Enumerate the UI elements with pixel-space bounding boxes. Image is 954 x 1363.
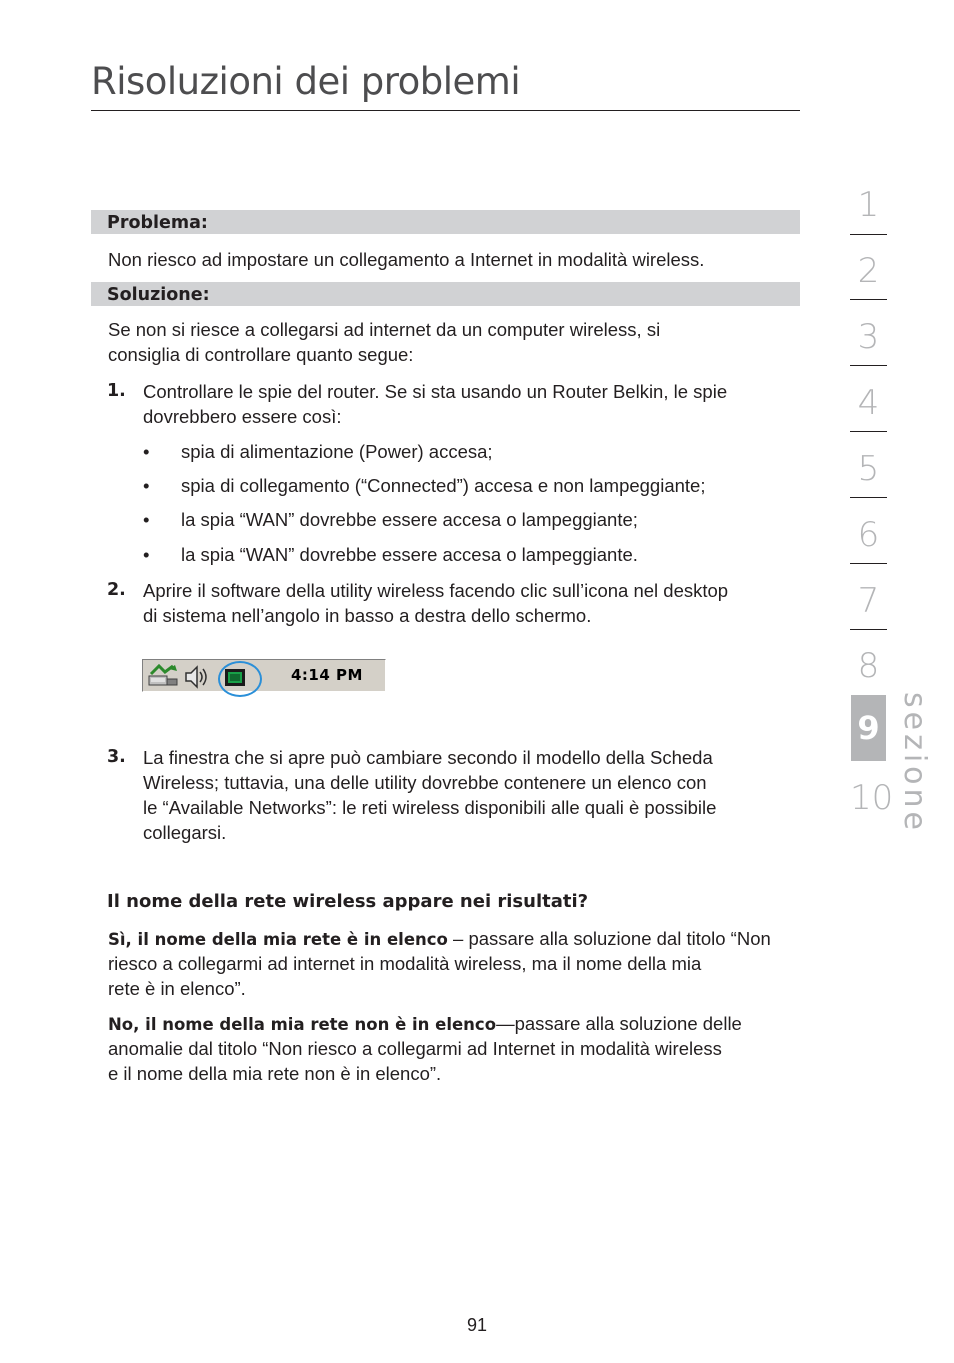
solution-intro-line-2: consiglia di controllare quanto segue: bbox=[108, 344, 414, 365]
bullet-item: la spia “WAN” dovrebbe essere accesa o lampeggiante; bbox=[181, 509, 638, 530]
section-number-3[interactable]: 3 bbox=[857, 317, 880, 357]
answer-no-line-3: e il nome della mia rete non è in elenco”. bbox=[108, 1063, 442, 1084]
bullet-marker: • bbox=[143, 544, 150, 565]
section-number-8[interactable]: 8 bbox=[857, 646, 880, 686]
section-divider bbox=[850, 629, 887, 630]
step-1-line-1: Controllare le spie del router. Se si sta usando un Router Belkin, le spie bbox=[143, 381, 728, 402]
step-number: 1. bbox=[107, 381, 126, 401]
step-2-line-2: di sistema nell’angolo in basso a destra dello schermo. bbox=[143, 605, 592, 626]
network-icon bbox=[147, 663, 181, 694]
step-1-line-2: dovrebbero essere così: bbox=[143, 406, 342, 427]
step-number: 2. bbox=[107, 580, 126, 600]
answer-no-lead: No, il nome della mia rete non è in elenco bbox=[108, 1015, 497, 1034]
section-number-7[interactable]: 7 bbox=[857, 581, 880, 621]
speaker-icon bbox=[183, 664, 209, 695]
step-3-line-4: collegarsi. bbox=[143, 822, 227, 843]
section-number-4[interactable]: 4 bbox=[857, 383, 880, 423]
section-number-9-active[interactable]: 9 bbox=[857, 709, 880, 747]
page-number: 91 bbox=[466, 1315, 488, 1335]
section-divider bbox=[850, 563, 887, 564]
section-divider bbox=[850, 234, 887, 235]
system-tray-screenshot bbox=[142, 659, 386, 692]
section-label: sezione bbox=[897, 692, 932, 834]
icon-highlight-circle bbox=[218, 661, 262, 697]
question-heading: Il nome della rete wireless appare nei risultati? bbox=[107, 891, 589, 912]
bullet-item: spia di alimentazione (Power) accesa; bbox=[181, 441, 493, 462]
bullet-marker: • bbox=[143, 475, 150, 496]
clock-time: 4:14 PM bbox=[291, 666, 363, 684]
step-number: 3. bbox=[107, 747, 126, 767]
section-number-10[interactable]: 10 bbox=[850, 778, 894, 818]
bullet-marker: • bbox=[143, 509, 150, 530]
section-divider bbox=[850, 299, 887, 300]
section-divider bbox=[850, 497, 887, 498]
bullet-marker: • bbox=[143, 441, 150, 462]
solution-label: Soluzione: bbox=[91, 282, 800, 306]
answer-no-line-1 bbox=[108, 1011, 742, 1037]
bullet-item: spia di collegamento (“Connected”) accesa e non lampeggiante; bbox=[181, 475, 706, 496]
section-divider bbox=[850, 365, 887, 366]
solution-intro-line-1: Se non si riesce a collegarsi ad internet da un computer wireless, si bbox=[108, 319, 661, 340]
step-3-line-3: le “Available Networks”: le reti wireless disponibili alle quali è possibile bbox=[143, 797, 717, 818]
section-number-2[interactable]: 2 bbox=[857, 251, 880, 291]
section-number-6[interactable]: 6 bbox=[857, 515, 880, 555]
step-3-line-2: Wireless; tuttavia, una delle utility dovrebbe contenere un elenco con bbox=[143, 772, 707, 793]
answer-no-text: —passare alla soluzione delle bbox=[496, 1013, 742, 1034]
section-number-5[interactable]: 5 bbox=[857, 449, 880, 489]
section-divider bbox=[850, 431, 887, 432]
answer-no-line-2: anomalie dal titolo “Non riesco a collegarmi ad Internet in modalità wireless bbox=[108, 1038, 722, 1059]
step-2-line-1: Aprire il software della utility wireless facendo clic sull’icona nel desktop bbox=[143, 580, 729, 601]
answer-yes-text: – passare alla soluzione dal titolo “Non bbox=[447, 928, 771, 949]
answer-yes-line-1 bbox=[108, 926, 771, 952]
step-3-line-1: La finestra che si apre può cambiare secondo il modello della Scheda bbox=[143, 747, 713, 768]
problem-text: Non riesco ad impostare un collegamento a Internet in modalità wireless. bbox=[108, 249, 705, 270]
section-number-1[interactable]: 1 bbox=[857, 185, 880, 225]
answer-yes-lead: Sì, il nome della mia rete è in elenco bbox=[108, 930, 448, 949]
answer-yes-line-2: riesco a collegarmi ad internet in modalità wireless, ma il nome della mia bbox=[108, 953, 702, 974]
title-divider bbox=[91, 110, 800, 111]
answer-yes-line-3: rete è in elenco”. bbox=[108, 978, 246, 999]
problem-label: Problema: bbox=[91, 210, 800, 234]
page-title: Risoluzioni dei problemi bbox=[91, 60, 521, 103]
bullet-item: la spia “WAN” dovrebbe essere accesa o lampeggiante. bbox=[181, 544, 638, 565]
